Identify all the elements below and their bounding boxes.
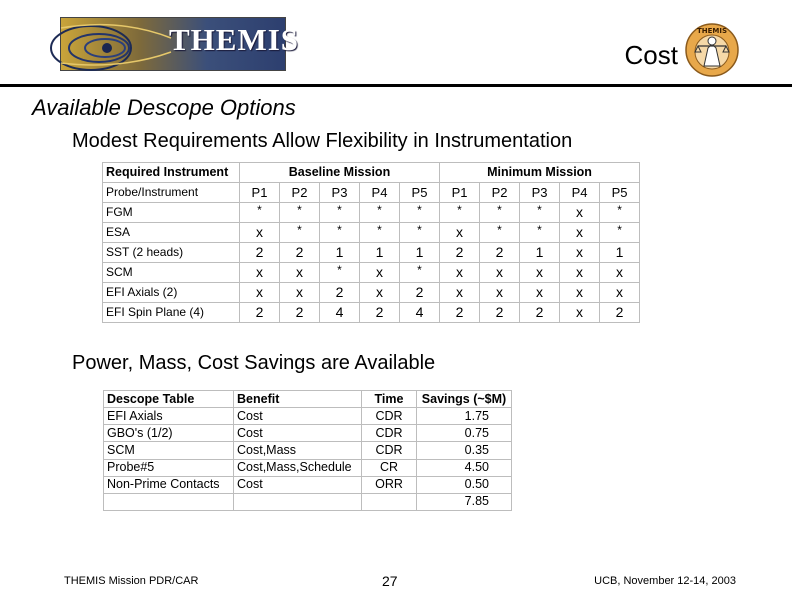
probe-header: P4: [560, 183, 600, 203]
instrument-table: [102, 162, 640, 323]
instrument-cell: 2: [440, 303, 480, 323]
instrument-cell: 2: [360, 303, 400, 323]
table-row: [104, 442, 512, 459]
probe-header: P5: [600, 183, 640, 203]
instrument-cell: x: [560, 263, 600, 283]
probe-header: P4: [360, 183, 400, 203]
footer-date: UCB, November 12-14, 2003: [594, 575, 736, 587]
instrument-cell: *: [440, 203, 480, 223]
instrument-cell: 2: [280, 243, 320, 263]
instrument-name: FGM: [103, 203, 240, 223]
instrument-name: EFI Spin Plane (4): [103, 303, 240, 323]
table-row: [103, 263, 640, 283]
probe-header: P3: [520, 183, 560, 203]
benefit-cell: Cost,Mass: [234, 442, 362, 459]
instrument-cell: *: [400, 223, 440, 243]
benefit-cell: Cost: [234, 476, 362, 493]
instrument-cell: *: [280, 203, 320, 223]
instrument-cell: x: [600, 263, 640, 283]
probe-header: P1: [240, 183, 280, 203]
instrument-cell: *: [520, 203, 560, 223]
instrument-cell: *: [600, 203, 640, 223]
instrument-name: ESA: [103, 223, 240, 243]
table-row: [104, 476, 512, 493]
instrument-cell: x: [520, 283, 560, 303]
table-row: [103, 303, 640, 323]
instrument-cell: *: [520, 223, 560, 243]
descope-item-cell: Probe#5: [104, 459, 234, 476]
instrument-cell: 2: [400, 283, 440, 303]
time-cell: ORR: [362, 476, 417, 493]
instrument-cell: x: [480, 283, 520, 303]
subheading-flexibility: Modest Requirements Allow Flexibility in Instrumentation: [72, 130, 573, 152]
instrument-name: EFI Axials (2): [103, 283, 240, 303]
header-rule: [0, 84, 792, 87]
instrument-cell: 2: [520, 303, 560, 323]
time-cell: CDR: [362, 408, 417, 425]
instrument-cell: *: [320, 263, 360, 283]
instrument-cell: x: [440, 283, 480, 303]
time-cell: CDR: [362, 442, 417, 459]
themis-emblem-icon: [684, 22, 740, 78]
instrument-cell: x: [280, 263, 320, 283]
instrument-cell: *: [360, 223, 400, 243]
required-instrument-header: Required Instrument: [103, 163, 240, 183]
time-cell: CR: [362, 459, 417, 476]
minimum-mission-header: Minimum Mission: [440, 163, 640, 183]
probe-header: P2: [280, 183, 320, 203]
table-row: [103, 203, 640, 223]
descope-table-body: [104, 408, 512, 511]
probe-instrument-label: Probe/Instrument: [103, 183, 240, 203]
instrument-cell: *: [400, 203, 440, 223]
probe-header: P5: [400, 183, 440, 203]
page-number: 27: [382, 573, 398, 589]
instrument-cell: 1: [360, 243, 400, 263]
instrument-cell: x: [560, 243, 600, 263]
savings-cell: 1.75: [417, 408, 512, 425]
descope-header: Descope Table: [104, 391, 234, 408]
table-row: [104, 408, 512, 425]
instrument-cell: 2: [240, 303, 280, 323]
savings-cell: 0.75: [417, 425, 512, 442]
savings-cell: 4.50: [417, 459, 512, 476]
time-cell: [362, 493, 417, 510]
descope-header-row: [104, 391, 512, 408]
instrument-cell: *: [240, 203, 280, 223]
instrument-cell: *: [280, 223, 320, 243]
descope-table: [103, 390, 512, 511]
instrument-cell: 2: [600, 303, 640, 323]
descope-item-cell: GBO's (1/2): [104, 425, 234, 442]
savings-cell: 7.85: [417, 493, 512, 510]
table-row: [104, 493, 512, 510]
descope-item-cell: EFI Axials: [104, 408, 234, 425]
instrument-cell: x: [480, 263, 520, 283]
logo-text: THEMIS: [169, 22, 300, 57]
savings-header: Savings (~$M): [417, 391, 512, 408]
instrument-cell: x: [280, 283, 320, 303]
probe-header: P3: [320, 183, 360, 203]
time-cell: CDR: [362, 425, 417, 442]
probe-header: P1: [440, 183, 480, 203]
instrument-cell: x: [360, 283, 400, 303]
instrument-cell: x: [440, 263, 480, 283]
instrument-cell: *: [320, 223, 360, 243]
benefit-cell: [234, 493, 362, 510]
instrument-cell: x: [560, 283, 600, 303]
descope-item-cell: SCM: [104, 442, 234, 459]
instrument-cell: 4: [320, 303, 360, 323]
instrument-cell: *: [600, 223, 640, 243]
savings-cell: 0.50: [417, 476, 512, 493]
benefit-header: Benefit: [234, 391, 362, 408]
instrument-cell: 2: [480, 303, 520, 323]
benefit-cell: Cost: [234, 425, 362, 442]
table-row: [103, 223, 640, 243]
descope-item-cell: [104, 493, 234, 510]
instrument-cell: *: [480, 223, 520, 243]
instrument-cell: x: [520, 263, 560, 283]
subheading-savings: Power, Mass, Cost Savings are Available: [72, 352, 436, 374]
instrument-cell: x: [440, 223, 480, 243]
table-row: [104, 459, 512, 476]
benefit-cell: Cost: [234, 408, 362, 425]
instrument-cell: 1: [320, 243, 360, 263]
instrument-cell: *: [480, 203, 520, 223]
baseline-mission-header: Baseline Mission: [240, 163, 440, 183]
instrument-cell: 2: [440, 243, 480, 263]
instrument-cell: x: [240, 223, 280, 243]
instrument-cell: 2: [240, 243, 280, 263]
instrument-cell: x: [560, 203, 600, 223]
time-header: Time: [362, 391, 417, 408]
table-row: [104, 425, 512, 442]
section-heading: Available Descope Options: [32, 95, 296, 120]
themis-logo-banner: [60, 17, 300, 71]
instrument-cell: 4: [400, 303, 440, 323]
instrument-cell: *: [400, 263, 440, 283]
instrument-cell: x: [560, 303, 600, 323]
instrument-cell: *: [320, 203, 360, 223]
instrument-name: SCM: [103, 263, 240, 283]
instrument-cell: 2: [320, 283, 360, 303]
instrument-cell: x: [240, 283, 280, 303]
instrument-cell: x: [240, 263, 280, 283]
instrument-cell: 1: [520, 243, 560, 263]
table-group-row: [103, 163, 640, 183]
savings-cell: 0.35: [417, 442, 512, 459]
instrument-table-body: [103, 203, 640, 323]
instrument-cell: 1: [600, 243, 640, 263]
footer-mission: THEMIS Mission PDR/CAR: [64, 575, 199, 587]
instrument-cell: x: [560, 223, 600, 243]
benefit-cell: Cost,Mass,Schedule: [234, 459, 362, 476]
probe-header-row: [103, 183, 640, 203]
emblem-text: THEMIS: [696, 27, 728, 35]
probe-header: P2: [480, 183, 520, 203]
table-row: [103, 243, 640, 263]
instrument-cell: x: [600, 283, 640, 303]
table-row: [103, 283, 640, 303]
instrument-cell: 1: [400, 243, 440, 263]
instrument-cell: 2: [280, 303, 320, 323]
instrument-cell: 2: [480, 243, 520, 263]
instrument-cell: *: [360, 203, 400, 223]
instrument-cell: x: [360, 263, 400, 283]
instrument-name: SST (2 heads): [103, 243, 240, 263]
slide-title: Cost: [624, 40, 678, 70]
descope-item-cell: Non-Prime Contacts: [104, 476, 234, 493]
